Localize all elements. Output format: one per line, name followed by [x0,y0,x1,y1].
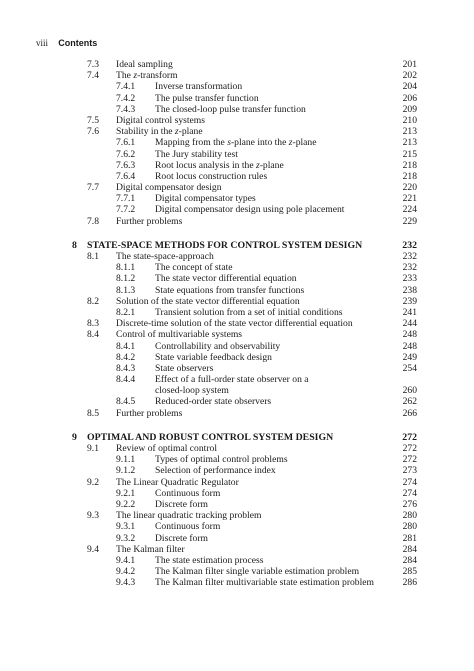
toc-entry-number: 8.2.1 [116,306,136,318]
toc-entry-number: 7.4.3 [116,103,136,115]
toc-entry-page: 285 [402,566,417,578]
toc-entry-number: 8.2 [87,295,99,307]
toc-entry-page: 249 [402,351,417,363]
toc-entry-row[interactable] [0,149,474,160]
toc-entry-number: 9.2.1 [116,487,136,499]
toc-entry-title: Digital control systems [116,114,205,126]
toc-entry-page: 213 [402,126,417,138]
toc-entry-number: 7.7.2 [116,204,136,216]
toc-entry-page: 274 [402,487,417,499]
toc-entry-title: Continuous form [155,487,221,499]
toc-entry-title: The linear quadratic tracking problem [116,510,262,522]
toc-entry-page: 280 [402,521,417,533]
toc-entry-page: 254 [402,362,417,374]
toc-entry-number: 8 [72,239,77,251]
toc-entry-title: Root locus analysis in the z-plane [155,159,284,171]
toc-entry-page: 241 [402,306,417,318]
toc-entry-title: Discrete-time solution of the state vector differential equation [116,318,353,330]
toc-entry-row[interactable] [0,465,474,476]
toc-entry-number: 7.5 [87,114,99,126]
toc-entry-number: 7.3 [87,59,99,70]
toc-entry-row[interactable] [0,363,474,374]
toc-entry-number: 7.7.1 [116,193,136,205]
toc-entry-page: 244 [402,318,417,330]
toc-entry-row[interactable] [0,544,474,555]
toc-entry-title: Solution of the state vector differential equation [116,295,300,307]
toc-entry-page: 215 [402,148,417,160]
toc-entry-page: 260 [402,385,417,397]
toc-entry-title: Review of optimal control [116,443,217,454]
toc-entry-row[interactable] [0,262,474,273]
toc-entry-page: 209 [402,103,417,115]
page-header [36,38,97,48]
toc-entry-row[interactable] [0,104,474,115]
toc-entry-title: Continuous form [155,521,221,533]
toc-entry-number: 9 [72,431,77,443]
toc-entry-row[interactable] [0,273,474,284]
toc-entry-title: Ideal sampling [116,59,173,70]
toc-entry-page: 272 [402,431,417,443]
toc-entry-number: 8.5 [87,407,99,419]
toc-entry-title: The state vector differential equation [155,273,297,285]
toc-entry-row[interactable] [0,510,474,521]
toc-entry-row[interactable] [0,307,474,318]
toc-entry-number: 7.4 [87,70,99,82]
toc-entry-number: 7.6 [87,126,99,138]
toc-entry-row[interactable] [0,385,474,396]
toc-entry-page: 201 [402,59,417,70]
toc-entry-number: 9.2.2 [116,498,136,510]
toc-entry-row[interactable] [0,251,474,262]
toc-entry-title: Effect of a full-order state observer on a [155,374,309,386]
toc-entry-title: Root locus construction rules [155,170,268,182]
toc-entry-number: 9.1.1 [116,454,136,466]
toc-entry-title: The closed-loop pulse transfer function [155,103,306,115]
toc-entry-page: 273 [402,465,417,477]
toc-entry-number: 7.6.4 [116,170,136,182]
toc-entry-row[interactable] [0,81,474,92]
toc-entry-page: 284 [402,554,417,566]
toc-entry-page: 266 [402,407,417,419]
toc-entry-title: State equations from transfer functions [155,284,305,296]
toc-entry-number: 8.4.5 [116,396,136,408]
toc-entry-number: 7.6.3 [116,159,136,171]
toc-entry-row[interactable] [0,396,474,407]
toc-entry-page: 272 [402,443,417,454]
toc-entry-number: 8.1.1 [116,262,136,274]
toc-entry-title: Digital compensator types [155,193,256,205]
toc-entry-number: 9.3.1 [116,521,136,533]
toc-entry-title: State variable feedback design [155,351,272,363]
toc-entry-page: 272 [402,454,417,466]
toc-entry-row[interactable] [0,454,474,465]
toc-entry-row[interactable] [0,70,474,81]
toc-entry-row[interactable] [0,577,474,588]
toc-entry-number: 8.1.2 [116,273,136,285]
toc-entry-title: Controllability and observability [155,340,281,352]
toc-entry-page: 286 [402,577,417,589]
toc-entry-row[interactable] [0,533,474,544]
toc-entry-number: 8.4.3 [116,362,136,374]
toc-entry-row[interactable] [0,318,474,329]
running-title: Contents [58,38,98,48]
toc-entry-row[interactable] [0,329,474,340]
toc-entry-row[interactable] [0,137,474,148]
toc-entry-number: 9.1.2 [116,465,136,477]
toc-entry-row[interactable] [0,193,474,204]
toc-entry-title: Inverse transformation [155,81,243,93]
toc-entry-number: 7.4.2 [116,92,136,104]
toc-entry-page: 262 [402,396,417,408]
toc-entry-number: 7.6.1 [116,137,136,149]
toc-entry-number: 8.4.4 [116,374,136,386]
toc-entry-row[interactable] [0,160,474,171]
section-gap [0,227,474,240]
toc-entry-page: 202 [402,70,417,82]
toc-entry-number: 8.4 [87,329,99,341]
toc-entry-row[interactable] [0,408,474,419]
toc-entry-title: STATE-SPACE METHODS FOR CONTROL SYSTEM DESIGN [87,239,363,251]
toc-entry-row[interactable] [0,555,474,566]
toc-entry-number: 8.3 [87,318,99,330]
table-of-contents [0,59,474,588]
toc-entry-row[interactable] [0,374,474,385]
toc-entry-title: Control of multivariable systems [116,329,243,341]
toc-entry-title: The concept of state [155,262,233,274]
toc-entry-page: 238 [402,284,417,296]
toc-entry-page: 218 [402,159,417,171]
toc-entry-number: 9.4.2 [116,566,136,578]
toc-entry-number: 8.4.2 [116,351,136,363]
section-gap [0,419,474,432]
toc-entry-row[interactable] [0,126,474,137]
toc-entry-page: 204 [402,81,417,93]
toc-entry-title: State observers [155,362,214,374]
toc-entry-title: closed-loop system [155,385,229,397]
toc-entry-title: Transient solution from a set of initial conditions [155,306,343,318]
toc-chapter-row[interactable] [0,432,474,443]
toc-entry-page: 221 [402,193,417,205]
toc-entry-title: Further problems [116,407,183,419]
toc-entry-number: 8.1 [87,251,99,262]
toc-entry-row[interactable] [0,566,474,577]
toc-entry-page: 239 [402,295,417,307]
toc-entry-number: 8.4.1 [116,340,136,352]
toc-entry-title: The Linear Quadratic Regulator [116,476,239,488]
toc-entry-title: The state estimation process [155,554,264,566]
toc-entry-page: 210 [402,114,417,126]
toc-entry-page: 220 [402,182,417,194]
toc-entry-title: Stability in the z-plane [116,126,203,138]
toc-entry-page: 280 [402,510,417,522]
toc-entry-title: Digital compensator design using pole placement [155,204,345,216]
toc-entry-title: Digital compensator design [116,182,222,194]
toc-entry-title: Reduced-order state observers [155,396,272,408]
toc-entry-number: 9.4.1 [116,554,136,566]
toc-entry-page: 281 [402,532,417,544]
toc-entry-title: Discrete form [155,532,209,544]
toc-entry-row[interactable] [0,341,474,352]
toc-entry-title: The state-space-approach [116,251,214,262]
toc-entry-number: 7.6.2 [116,148,136,160]
toc-entry-page: 284 [402,543,417,555]
toc-entry-page: 232 [402,239,417,251]
toc-entry-number: 9.4 [87,543,99,555]
toc-chapter-row[interactable] [0,240,474,251]
toc-entry-row[interactable] [0,477,474,488]
toc-entry-title: The Jury stability test [155,148,238,160]
toc-entry-page: 274 [402,476,417,488]
toc-entry-title: The z-transform [116,70,178,82]
toc-entry-page: 248 [402,329,417,341]
toc-entry-row[interactable] [0,443,474,454]
toc-entry-title: Discrete form [155,498,209,510]
toc-entry-row[interactable] [0,204,474,215]
toc-entry-page: 206 [402,92,417,104]
toc-entry-row[interactable] [0,93,474,104]
toc-entry-page: 213 [402,137,417,149]
toc-entry-row[interactable] [0,59,474,70]
toc-entry-page: 218 [402,170,417,182]
toc-entry-row[interactable] [0,499,474,510]
toc-entry-page: 224 [402,204,417,216]
toc-entry-row[interactable] [0,171,474,182]
toc-entry-number: 8.1.3 [116,284,136,296]
toc-entry-number: 7.4.1 [116,81,136,93]
toc-entry-row[interactable] [0,296,474,307]
toc-entry-row[interactable] [0,352,474,363]
toc-entry-page: 248 [402,340,417,352]
toc-entry-title: Mapping from the s-plane into the z-plane [155,137,317,149]
toc-entry-title: The Kalman filter multivariable state estimation problem [155,577,374,589]
toc-entry-title: OPTIMAL AND ROBUST CONTROL SYSTEM DESIGN [87,431,334,443]
toc-entry-number: 9.3 [87,510,99,522]
toc-entry-row[interactable] [0,182,474,193]
toc-entry-page: 232 [402,251,417,262]
toc-entry-title: The Kalman filter single variable estimation problem [155,566,360,578]
toc-entry-page: 229 [402,215,417,227]
toc-entry-row[interactable] [0,216,474,227]
toc-entry-row[interactable] [0,285,474,296]
toc-entry-title: Further problems [116,215,183,227]
toc-entry-title: The Kalman filter [116,543,185,555]
toc-entry-page: 232 [402,262,417,274]
toc-entry-title: Types of optimal control problems [155,454,288,466]
toc-entry-row[interactable] [0,115,474,126]
toc-entry-title: The pulse transfer function [155,92,259,104]
toc-entry-page: 276 [402,498,417,510]
toc-entry-number: 7.7 [87,182,99,194]
toc-entry-title: Selection of performance index [155,465,276,477]
toc-entry-number: 9.4.3 [116,577,136,589]
toc-entry-row[interactable] [0,521,474,532]
toc-entry-number: 7.8 [87,215,99,227]
toc-entry-number: 9.3.2 [116,532,136,544]
page-number: viii [36,38,49,48]
toc-entry-page: 233 [402,273,417,285]
toc-entry-number: 9.2 [87,476,99,488]
toc-entry-row[interactable] [0,488,474,499]
toc-entry-number: 9.1 [87,443,99,454]
